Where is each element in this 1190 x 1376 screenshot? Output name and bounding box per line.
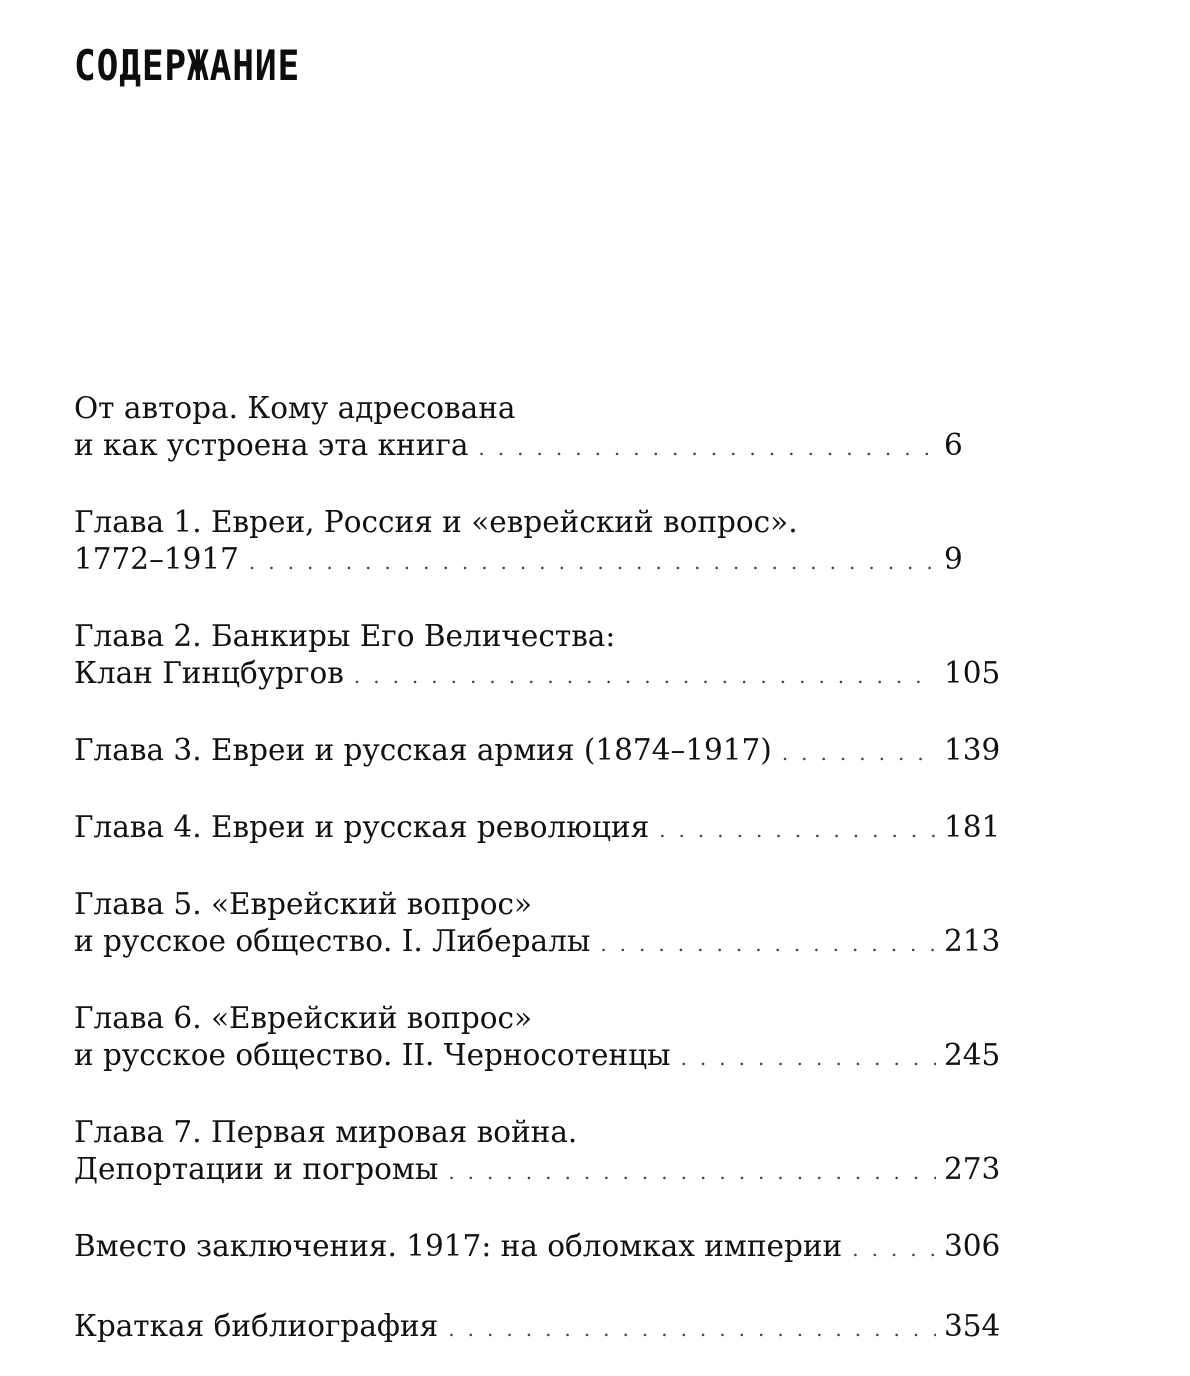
- dot-leader: [852, 1231, 936, 1268]
- toc-page-number: 139: [944, 733, 1001, 767]
- page-title: СОДЕРЖАНИЕ: [74, 41, 301, 90]
- dot-leader: [681, 1040, 936, 1077]
- toc-entry-title-line: Краткая библиография: [74, 1309, 439, 1343]
- dot-leader: [249, 544, 936, 581]
- toc-page-number: 273: [944, 1152, 1001, 1186]
- toc-entry-bibliography[interactable]: [74, 1308, 1034, 1348]
- toc-entry-title-line: 1772–1917: [74, 542, 239, 576]
- toc-entry-title-line: Вместо заключения. 1917: на обломках империи: [74, 1229, 843, 1263]
- toc-entry-title-line: Глава 3. Евреи и русская армия (1874–1917): [74, 733, 772, 767]
- toc-entry-chapter-4[interactable]: [74, 809, 1034, 849]
- toc-page-number: 181: [944, 810, 1001, 844]
- dot-leader: [448, 1154, 936, 1191]
- toc-page-number: 105: [944, 656, 1001, 690]
- toc-entry-title-line: Глава 1. Евреи, Россия и «еврейский вопрос».: [74, 505, 798, 539]
- toc-page-number: 9: [944, 542, 963, 576]
- toc-entry-chapter-2[interactable]: [74, 618, 1034, 695]
- toc-page-number: 213: [944, 924, 1001, 958]
- toc-entry-chapter-3[interactable]: [74, 732, 1034, 772]
- toc-entry-title-line: Глава 5. «Еврейский вопрос»: [74, 887, 533, 921]
- toc-page-number: 245: [944, 1038, 1001, 1072]
- toc-entry-title-line: Глава 7. Первая мировая война.: [74, 1115, 578, 1149]
- toc-entry-chapter-6[interactable]: [74, 1000, 1034, 1077]
- dot-leader: [782, 735, 936, 772]
- toc-entry-title-line: Клан Гинцбургов: [74, 656, 344, 690]
- toc-entry-title-line: От автора. Кому адресована: [74, 391, 516, 425]
- toc-page-number: 354: [944, 1309, 1001, 1343]
- toc-page-number: 6: [944, 428, 963, 462]
- toc-entry-chapter-7[interactable]: [74, 1114, 1034, 1191]
- toc-entry-title-line: и как устроена эта книга: [74, 428, 469, 462]
- toc-entry-chapter-1[interactable]: [74, 504, 1034, 581]
- toc-entry-title-line: и русское общество. II. Черносотенцы: [74, 1038, 671, 1072]
- toc-entry-title-line: Глава 2. Банкиры Его Величества:: [74, 619, 616, 653]
- toc-entry-title-line: и русское общество. I. Либералы: [74, 924, 591, 958]
- dot-leader: [448, 1311, 936, 1348]
- dot-leader: [600, 926, 936, 963]
- table-of-contents: [74, 390, 1034, 1348]
- toc-entry-title-line: Глава 6. «Еврейский вопрос»: [74, 1001, 533, 1035]
- toc-entry-conclusion[interactable]: [74, 1228, 1034, 1268]
- toc-entry-chapter-5[interactable]: [74, 886, 1034, 963]
- dot-leader: [354, 658, 936, 695]
- toc-entry-title-line: Глава 4. Евреи и русская революция: [74, 810, 650, 844]
- dot-leader: [478, 430, 936, 467]
- toc-page-number: 306: [944, 1229, 1001, 1263]
- toc-entry-foreword[interactable]: [74, 390, 1034, 467]
- dot-leader: [659, 812, 936, 849]
- toc-entry-title-line: Депортации и погромы: [74, 1152, 439, 1186]
